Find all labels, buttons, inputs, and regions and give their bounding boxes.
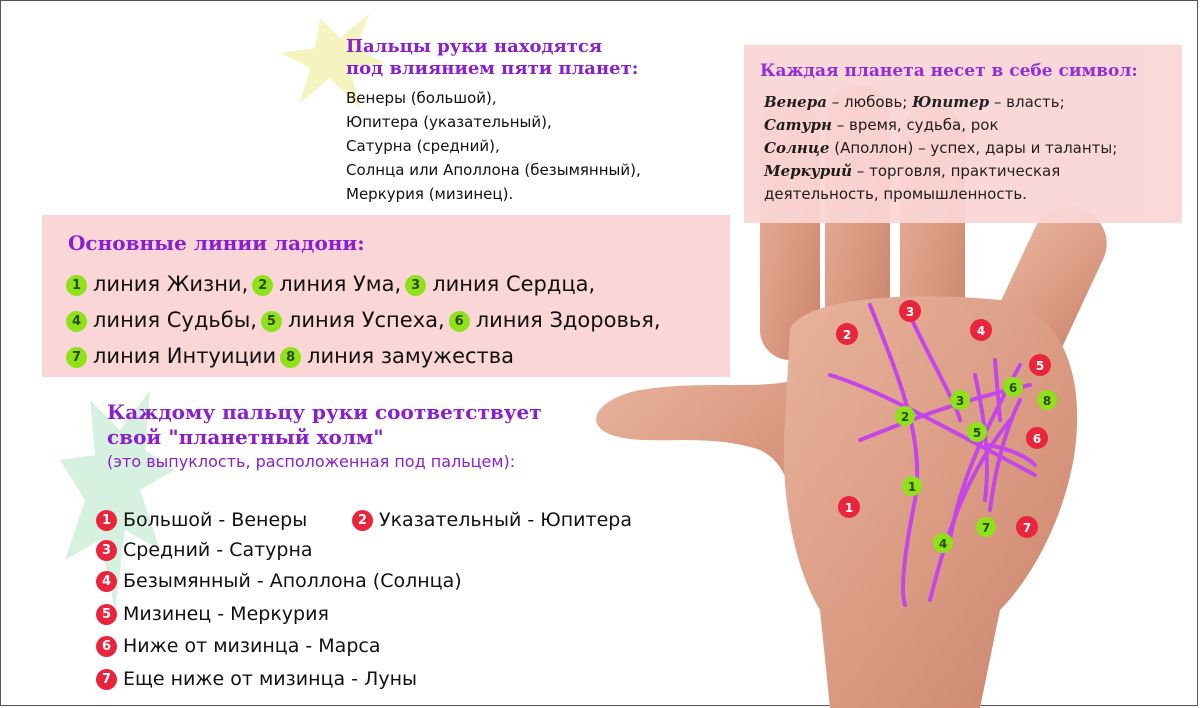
hill-marker-1	[838, 496, 860, 518]
finger-planet-line: Сатурна (средний),	[346, 137, 500, 155]
hill-marker-2	[836, 323, 858, 345]
svg-text:6: 6	[1032, 432, 1042, 446]
svg-text:1: 1	[844, 501, 854, 515]
line-number-badge: 6	[449, 311, 470, 332]
palm-line-label: линия Жизни,	[93, 272, 249, 296]
palm-line-item	[66, 308, 257, 332]
lines-list	[66, 267, 665, 375]
line-marker-4	[933, 533, 953, 553]
palm-line-item	[66, 272, 248, 296]
hill-marker-5	[1029, 354, 1051, 376]
symbols-title: Каждая планета несет в себе символ:	[760, 61, 1138, 81]
hills-block	[107, 400, 542, 474]
svg-text:7: 7	[1022, 521, 1032, 535]
line-marker-8	[1037, 390, 1057, 410]
line-marker-2	[895, 406, 915, 426]
finger-planet-line: Меркурия (мизинец).	[346, 185, 514, 203]
planet-name: Венера	[764, 93, 827, 111]
palm-line-item	[405, 272, 595, 296]
hills-title-line2: свой "планетный холм"	[107, 425, 384, 449]
hill-label: Ниже от мизинца - Марса	[123, 635, 381, 657]
line-marker-5	[967, 422, 987, 442]
symbol-row	[764, 114, 1117, 137]
palm-line-label: линия Ума,	[279, 272, 402, 296]
svg-text:4: 4	[938, 537, 948, 551]
symbol-meaning: (Аполлон) – успех, дары и таланты;	[829, 139, 1118, 157]
line-marker-6	[1003, 377, 1023, 397]
palm-line-label: линия Судьбы,	[93, 308, 257, 332]
hill-number-badge: 7	[96, 669, 117, 690]
palm-line-item	[252, 272, 401, 296]
palm-line-item	[261, 308, 445, 332]
symbol-meaning: деятельность, промышленность.	[764, 185, 1027, 203]
lines-row	[66, 339, 665, 375]
symbol-row	[764, 91, 1117, 114]
palm-line-label: линия Здоровья,	[475, 308, 661, 332]
hill-label: Мизинец - Меркурия	[123, 603, 329, 625]
hill-marker-7	[1016, 516, 1038, 538]
hill-marker-6	[1026, 427, 1048, 449]
hill-item	[352, 509, 632, 531]
hill-item	[96, 570, 462, 592]
symbol-meaning: – торговля, практическая	[852, 162, 1061, 180]
planet-name: Юпитер	[912, 93, 990, 111]
planet-name: Сатурн	[764, 116, 832, 134]
palm-line-item	[449, 308, 661, 332]
hill-label: Еще ниже от мизинца - Луны	[123, 668, 417, 690]
lines-row	[66, 267, 665, 303]
palm-line-label: линия Успеха,	[287, 308, 445, 332]
lines-row	[66, 303, 665, 339]
line-marker-3	[950, 390, 970, 410]
symbol-row	[764, 183, 1117, 206]
line-number-badge: 1	[66, 275, 87, 296]
svg-text:6: 6	[1008, 381, 1018, 395]
hill-item	[96, 539, 313, 561]
hill-number-badge: 6	[96, 636, 117, 657]
symbol-row	[764, 137, 1117, 160]
finger-planet-line: Юпитера (указательный),	[346, 113, 552, 131]
hill-marker-3	[899, 300, 921, 322]
line-number-badge: 3	[405, 275, 426, 296]
line-number-badge: 5	[261, 311, 282, 332]
symbol-meaning: – время, судьба, рок	[831, 116, 999, 134]
palm-line-item	[280, 344, 514, 368]
hill-number-badge: 1	[96, 510, 117, 531]
planet-name: Меркурий	[764, 162, 853, 180]
palm-line-label: линия замужества	[307, 344, 515, 368]
hill-marker-4	[970, 319, 992, 341]
symbol-meaning: – любовь;	[826, 93, 913, 111]
svg-text:7: 7	[981, 521, 991, 535]
line-number-badge: 2	[252, 275, 273, 296]
hill-number-badge: 2	[352, 510, 373, 531]
svg-text:2: 2	[842, 328, 852, 342]
hill-label: Безымянный - Аполлона (Солнца)	[123, 570, 462, 592]
finger-planet-line: Венеры (большой),	[346, 89, 497, 107]
svg-text:2: 2	[900, 410, 910, 424]
palm-lines-box	[42, 215, 730, 377]
svg-text:8: 8	[1042, 394, 1052, 408]
svg-text:3: 3	[905, 305, 915, 319]
svg-text:5: 5	[972, 426, 982, 440]
hill-number-badge: 4	[96, 571, 117, 592]
line-marker-7	[976, 517, 996, 537]
hill-label: Большой - Венеры	[123, 509, 308, 531]
finger-planet-line: Солнца или Аполлона (безымянный),	[346, 161, 641, 179]
planet-symbols-box	[744, 45, 1182, 223]
hill-label: Средний - Сатурна	[123, 539, 313, 561]
svg-text:1: 1	[907, 480, 917, 494]
hill-item	[96, 668, 417, 690]
palm-line-item	[66, 344, 276, 368]
svg-text:4: 4	[976, 324, 986, 338]
symbol-row	[764, 160, 1117, 183]
fingers-title-line1: Пальцы руки находятся	[346, 36, 603, 57]
symbol-meaning: – власть;	[989, 93, 1065, 111]
hill-label: Указательный - Юпитера	[379, 509, 632, 531]
symbols-list	[764, 91, 1117, 206]
lines-title: Основные линии ладони:	[68, 231, 365, 255]
palm-line-label: линия Интуиции	[93, 344, 277, 368]
hills-title-line1: Каждому пальцу руки соответствует	[107, 400, 542, 424]
hill-number-badge: 3	[96, 540, 117, 561]
svg-text:5: 5	[1035, 359, 1045, 373]
svg-text:3: 3	[955, 394, 965, 408]
planet-name: Солнце	[764, 139, 830, 157]
hill-item	[96, 603, 329, 625]
hill-item	[96, 635, 380, 657]
line-number-badge: 4	[66, 311, 87, 332]
line-number-badge: 8	[280, 347, 301, 368]
hill-number-badge: 5	[96, 604, 117, 625]
hills-subtitle: (это выпуклость, расположенная под пальцем):	[107, 452, 516, 471]
line-number-badge: 7	[66, 347, 87, 368]
hill-item	[96, 509, 307, 531]
palm-line-label: линия Сердца,	[432, 272, 596, 296]
fingers-title-line2: под влиянием пяти планет:	[346, 58, 639, 79]
line-marker-1	[902, 476, 922, 496]
